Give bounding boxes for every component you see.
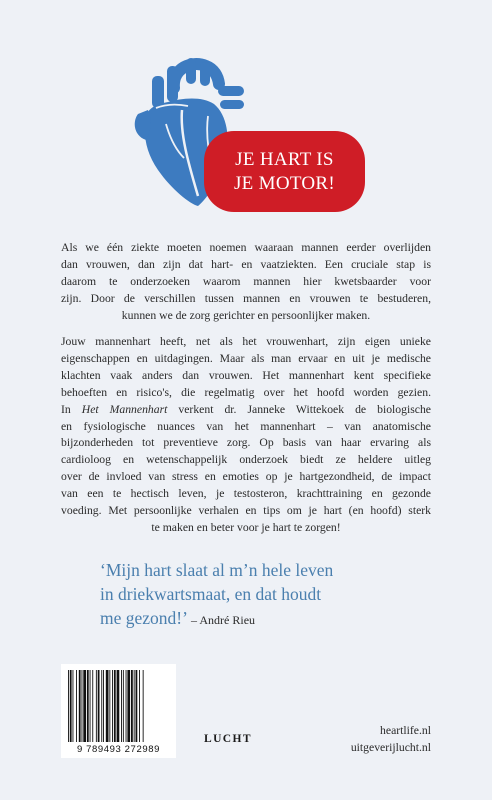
slogan-line-1: JE HART IS: [235, 148, 334, 170]
pull-quote: [100, 558, 400, 632]
slogan-badge: [204, 131, 365, 212]
body-line: behoeften en risico's, die regelmatig over het hoofd worden gezien.: [61, 385, 431, 399]
intro-line: kunnen we de zorg gerichter en persoonlijker maken.: [121, 308, 371, 322]
website-links: [351, 722, 431, 756]
link-publisher[interactable]: uitgeverijlucht.nl: [350, 741, 431, 754]
quote-line-3: [100, 606, 400, 632]
body-line: van een te hectisch leven, je testosteron, krachttraining en gezonde: [61, 487, 431, 501]
body-line: klachten vaak anders dan vrouwen. Het mannenhart kent specifieke: [61, 368, 431, 382]
link-heartlife[interactable]: heartlife.nl: [380, 724, 431, 737]
quote-line-3-text: me gezond!’: [100, 608, 187, 628]
quote-line-1: ‘Mijn hart slaat al m’n hele leven: [100, 560, 334, 580]
body-line: cardioloog en wetenschappelijk onderzoek biedt ze heldere uitleg: [61, 453, 431, 467]
intro-line: dan vrouwen, dan zijn dat hart- en vaatziekten. Een cruciale stap is: [61, 257, 431, 271]
intro-line: zijn. Door de verschillen tussen mannen en vrouwen te bestuderen,: [61, 291, 431, 305]
intro-paragraph: [61, 240, 431, 325]
intro-line: daarom te onderzoeken waarom mannen hier kwetsbaarder voor: [61, 274, 431, 288]
body-line: voeding. Met persoonlijke verhalen en tips om je hart (en hoofd) sterk: [61, 504, 431, 518]
body-line: over de invloed van stress en emoties op je hartgezondheid, de impact: [61, 470, 431, 484]
quote-author: – André Rieu: [191, 613, 256, 627]
barcode-icon: [67, 670, 170, 742]
slogan-line-2: JE MOTOR!: [233, 172, 336, 194]
book-title: Het Mannenhart: [81, 402, 168, 416]
publisher-logo: LUCHT: [204, 733, 252, 745]
isbn-barcode: [61, 664, 176, 758]
body-line: te maken en beter voor je hart te zorgen!: [151, 520, 341, 534]
body-line: Jouw mannenhart heeft, net als het vrouwenhart, zijn eigen unieke: [61, 335, 431, 348]
intro-line: Als we één ziekte moeten noemen waaraan mannen eerder overlijden: [61, 241, 431, 254]
body-line-with-title: [61, 402, 431, 419]
isbn-digits: 9 789493 272989: [77, 744, 160, 755]
body-line: bijzonderheden tot preventieve zorg. Op basis van haar ervaring als: [61, 436, 431, 450]
quote-line-2: in driekwartsmaat, en dat houdt: [100, 584, 322, 604]
body-line-rest: verkent dr. Janneke Wittekoek de biologische: [178, 402, 431, 416]
body-line: eigenschappen en uitdagingen. Maar als man ervaar en uit je medische: [61, 351, 431, 365]
body-paragraph: [61, 334, 431, 537]
body-line: en fysiologische nuances van het mannenhart – van anatomische: [61, 419, 431, 433]
body-line-prefix: In: [61, 402, 71, 416]
